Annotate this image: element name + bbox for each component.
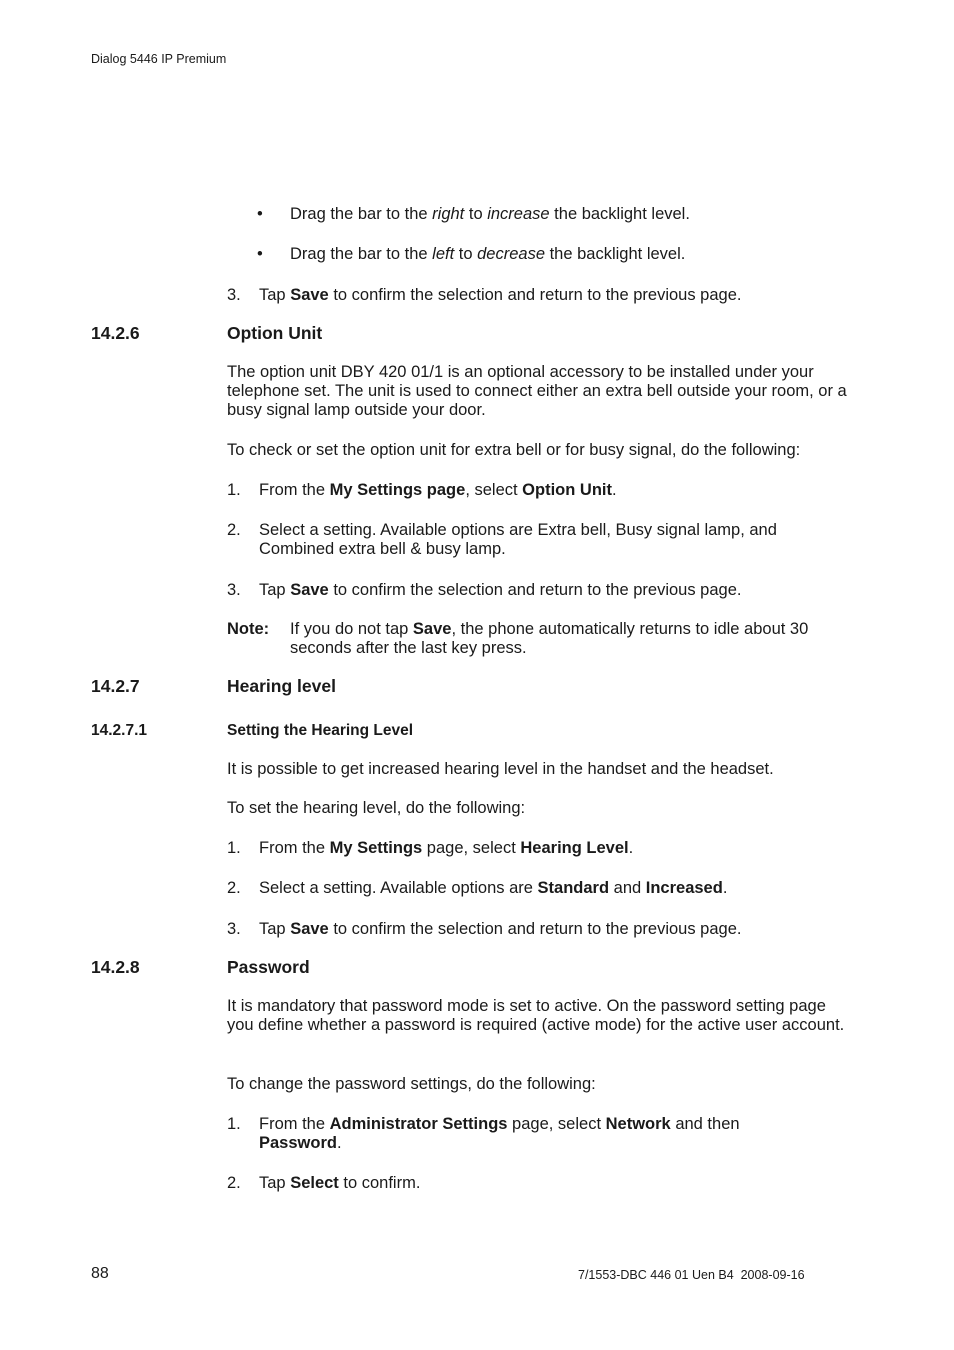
section-number: 14.2.7: [91, 676, 140, 696]
bullet-increase-backlight: Drag the bar to the right to increase the backlight level.: [290, 205, 690, 223]
step-number: 1.: [227, 481, 241, 499]
step-number: 3.: [227, 920, 241, 938]
step-number: 2.: [227, 879, 241, 897]
step-number: 2.: [227, 521, 241, 539]
subsection-title-setting-hearing-level: Setting the Hearing Level: [227, 722, 414, 739]
step-number: 1.: [227, 1115, 241, 1133]
running-header: Dialog 5446 IP Premium: [91, 52, 227, 66]
section-title-password: Password: [227, 957, 310, 977]
step-number: 1.: [227, 839, 241, 857]
paragraph: To check or set the option unit for extra bell or for busy signal, do the following:: [227, 441, 801, 459]
page-number: 88: [91, 1265, 109, 1282]
step-number: 3.: [227, 286, 241, 304]
step-number: 3.: [227, 581, 241, 599]
step-select-setting: Select a setting. Available options are Extra bell, Busy signal lamp, and Combined extra bell & busy lamp.: [259, 521, 777, 558]
step-confirm-select: Tap Select to confirm.: [259, 1174, 421, 1192]
section-title-hearing-level: Hearing level: [227, 676, 336, 696]
note-label: Note:: [227, 620, 270, 638]
step-save-backlight: Tap Save to confirm the selection and return to the previous page.: [259, 286, 742, 304]
subsection-number: 14.2.7.1: [91, 722, 148, 739]
paragraph: To set the hearing level, do the following:: [227, 799, 526, 817]
document-code: 7/1553-DBC 446 01 Uen B4 2008-09-16: [578, 1268, 805, 1282]
step-save-option-unit: Tap Save to confirm the selection and return to the previous page.: [259, 581, 742, 599]
paragraph: It is possible to get increased hearing level in the handset and the headset.: [227, 760, 774, 778]
section-number: 14.2.6: [91, 323, 140, 343]
bullet-marker: •: [257, 205, 263, 223]
paragraph: The option unit DBY 420 01/1 is an optional accessory to be installed under your telephone set. The unit is used to connect either an extra bell outside your room, or a busy signal lamp outside your door.: [227, 363, 847, 419]
step-select-hearing-setting: Select a setting. Available options are Standard and Increased.: [259, 879, 728, 897]
section-number: 14.2.8: [91, 957, 140, 977]
bullet-decrease-backlight: Drag the bar to the left to decrease the backlight level.: [290, 245, 686, 263]
paragraph: To change the password settings, do the following:: [227, 1075, 596, 1093]
note-text: If you do not tap Save, the phone automatically returns to idle about 30 seconds after the last key press.: [290, 620, 809, 657]
step-select-password: From the Administrator Settings page, select Network and then Password.: [259, 1115, 740, 1152]
bullet-marker: •: [257, 245, 263, 263]
step-save-hearing-level: Tap Save to confirm the selection and return to the previous page.: [259, 920, 742, 938]
paragraph: It is mandatory that password mode is set to active. On the password setting page you define whether a password is required (active mode) for the active user account.: [227, 997, 845, 1034]
step-select-option-unit: From the My Settings page, select Option Unit.: [259, 481, 617, 499]
step-select-hearing-level: From the My Settings page, select Hearing Level.: [259, 839, 634, 857]
step-number: 2.: [227, 1174, 241, 1192]
section-title-option-unit: Option Unit: [227, 323, 323, 343]
